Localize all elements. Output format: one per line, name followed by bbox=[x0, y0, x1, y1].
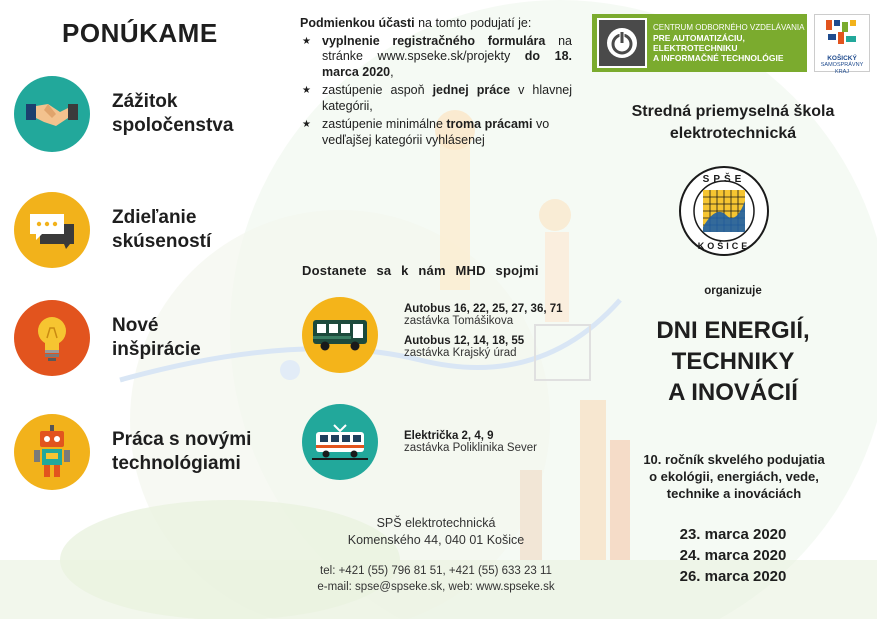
conditions-intro-bold: Podmienkou účasti bbox=[300, 16, 415, 30]
contact-email: e-mail: spse@spseke.sk, web: www.spseke.sk bbox=[317, 581, 555, 593]
route-stop: zastávka Tomášikova bbox=[404, 315, 514, 327]
conditions-list bbox=[300, 34, 572, 149]
conditions-item-text: zastúpenie minimálne bbox=[322, 117, 447, 131]
power-icon bbox=[597, 18, 647, 68]
handshake-icon bbox=[14, 76, 90, 152]
event-subtitle bbox=[612, 451, 856, 502]
cov-line4: A INFORMAČNÉ TECHNOLÓGIE bbox=[653, 53, 784, 63]
offer-label-line2: technológiami bbox=[112, 453, 241, 474]
offer-title: PONÚKAME bbox=[62, 18, 218, 48]
tram-icon bbox=[302, 404, 378, 480]
school-line2: elektrotechnická bbox=[669, 125, 797, 142]
transport-title: Dostanete sa k nám MHD spojmi bbox=[302, 263, 539, 278]
star-bullet-icon: ★ bbox=[302, 35, 311, 47]
contact-block bbox=[300, 563, 572, 595]
lightbulb-icon bbox=[14, 300, 90, 376]
event-title-line3: A INOVÁCIÍ bbox=[668, 379, 798, 406]
school-name bbox=[596, 101, 870, 145]
route-stop: zastávka Poliklinika Sever bbox=[404, 442, 537, 454]
star-bullet-icon: ★ bbox=[302, 85, 311, 96]
event-date: 23. marca 2020 bbox=[679, 526, 787, 543]
address-line2: Komenského 44, 040 01 Košice bbox=[347, 533, 525, 547]
conditions-item-text: na stránke www.spseke.sk/projekty bbox=[322, 33, 572, 63]
offer-label-line2: skúseností bbox=[112, 231, 212, 252]
offer-item-community bbox=[14, 74, 284, 154]
event-sub-line1: 10. ročník skvelého podujatia bbox=[643, 452, 825, 467]
conditions-item-text: zastúpenie aspoň bbox=[322, 83, 433, 97]
offer-label-line1: Práca s novými bbox=[112, 429, 252, 450]
event-sub-line3: technike a inováciách bbox=[666, 486, 802, 501]
conditions-block bbox=[300, 16, 572, 151]
cov-line2: PRE AUTOMATIZÁCIU, bbox=[653, 33, 745, 43]
conditions-intro-rest: na tomto podujatí je: bbox=[414, 16, 532, 30]
offer-item-inspiration bbox=[14, 298, 284, 378]
event-date: 26. marca 2020 bbox=[679, 568, 787, 585]
star-bullet-icon: ★ bbox=[302, 119, 311, 130]
conditions-item-bold: vyplnenie registračného formulára bbox=[322, 33, 546, 48]
cov-line3: ELEKTROTECHNIKU bbox=[653, 43, 738, 53]
seal-bottom-text: KOŠICE bbox=[697, 241, 751, 251]
cov-logo bbox=[592, 14, 807, 72]
offer-item-technology bbox=[14, 412, 284, 492]
contact-tel: tel: +421 (55) 796 81 51, +421 (55) 633 23 11 bbox=[320, 565, 552, 577]
event-date: 24. marca 2020 bbox=[679, 547, 787, 564]
event-title bbox=[596, 315, 870, 408]
offer-label-line1: Zdieľanie bbox=[112, 207, 197, 228]
ksk-logo bbox=[814, 14, 870, 75]
offer-label-line1: Zážitok bbox=[112, 91, 178, 112]
offer-item-sharing bbox=[14, 190, 284, 270]
conditions-item-bold: do 18. marca 2020 bbox=[322, 49, 573, 79]
tram-routes bbox=[404, 430, 576, 462]
ksk-name: KOŠICKÝ bbox=[827, 55, 857, 62]
offer-label-line2: inšpirácie bbox=[112, 339, 201, 360]
bus-icon bbox=[302, 297, 378, 373]
conditions-item-text: vo vedľajšej kategórii vyhlásenej bbox=[322, 117, 550, 147]
conditions-item-text: v hlavnej kategórii, bbox=[322, 83, 573, 113]
conditions-item bbox=[300, 117, 572, 148]
ksk-emblem-icon bbox=[824, 18, 860, 48]
conditions-item bbox=[300, 83, 572, 114]
seal-top-text: SPŠE bbox=[702, 174, 746, 185]
robot-icon bbox=[14, 414, 90, 490]
event-title-line1: DNI ENERGIÍ, bbox=[656, 317, 810, 344]
address-block bbox=[300, 515, 572, 549]
conditions-item-bold: troma prácami bbox=[446, 117, 533, 131]
route-stop: zastávka Krajský úrad bbox=[404, 347, 517, 359]
event-sub-line2: o ekológii, energiách, vede, bbox=[649, 469, 819, 484]
organizes-label: organizuje bbox=[704, 285, 762, 297]
conditions-intro bbox=[300, 16, 572, 32]
conditions-item bbox=[300, 34, 572, 81]
address-line1: SPŠ elektrotechnická bbox=[376, 516, 496, 530]
route-name: Električka 2, 4, 9 bbox=[404, 430, 494, 442]
offer-label-line2: spoločenstva bbox=[112, 115, 234, 136]
school-seal bbox=[678, 165, 770, 257]
event-dates bbox=[596, 524, 870, 587]
offer-label-line1: Nové bbox=[112, 315, 159, 336]
conditions-item-text: , bbox=[390, 64, 394, 79]
route-name: Autobus 16, 22, 25, 27, 36, 71 bbox=[404, 303, 563, 315]
event-title-line2: TECHNIKY bbox=[671, 348, 795, 375]
bus-routes bbox=[404, 303, 576, 367]
ksk-sub2: KRAJ bbox=[834, 68, 850, 75]
route-name: Autobus 12, 14, 18, 55 bbox=[404, 335, 525, 347]
chat-bubbles-icon bbox=[14, 192, 90, 268]
ksk-sub1: SAMOSPRÁVNY bbox=[820, 62, 864, 68]
conditions-item-bold: jednej práce bbox=[432, 83, 511, 97]
school-line1: Stredná priemyselná škola bbox=[631, 103, 835, 120]
cov-line1: CENTRUM ODBORNÉHO VZDELÁVANIA bbox=[653, 23, 805, 32]
